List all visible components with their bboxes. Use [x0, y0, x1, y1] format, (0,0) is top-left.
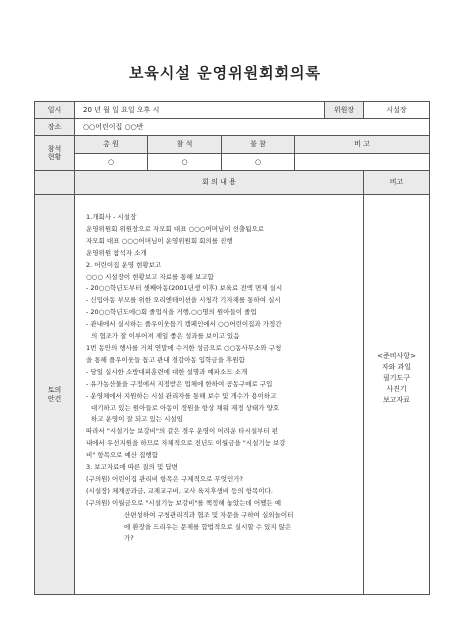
preparation-notes [364, 195, 430, 595]
content-line: 3. 보고자료에 따른 질의 및 답변 [86, 463, 178, 472]
date-value: 20 년 월 일 요일 오후 시 [75, 102, 325, 119]
note-line: 사진기 [386, 385, 407, 393]
content-line: 1번 동안의 행사를 거쳐 연말에 수거한 성금으로 ○○동사무소와 구청 [86, 343, 282, 352]
attendance-label-line1: 참석 [47, 144, 62, 153]
content-header: 회 의 내 용 [75, 171, 364, 195]
content-line: - 유가농산물을 구정에서 지정받은 업체에 한하여 공동구매로 구입 [86, 379, 273, 388]
content-line: - 20○○학년도에○회 졸업식을 거행,○○명의 원아들이 졸업 [86, 308, 257, 317]
content-line: ○○○ 시설장이 현황보고 자료를 통해 보고함 [86, 272, 214, 281]
absent-value: ○ [222, 154, 295, 171]
content-line: - 당일 실시한 소방대피훈련에 대한 설명과 예파소드 소개 [86, 367, 248, 376]
content-line: (시설장) 체계공과금, 교재교구비, 교사 육지후생비 등의 항목이다. [86, 486, 273, 495]
content-line: - 20○○학년도부터 셋째아동(2001년생 이후) 보육료 전액 면제 실시 [86, 284, 283, 293]
absent-header: 불 참 [222, 136, 295, 154]
note-line: <준비사항> [377, 352, 416, 360]
content-line: - 운영체에서 지원하는 시설 관리자를 통해 보수 및 개수가 용이하고 [86, 391, 277, 400]
date-label: 일시 [35, 102, 75, 119]
note-line: 필기도구 [383, 374, 411, 382]
total-value: ○ [75, 154, 148, 171]
note-line: 보고자료 [383, 396, 411, 404]
attendance-label-line2: 현황 [47, 153, 62, 161]
content-line: 자모회 대표 ○○○어머님이 운영위원회 회의를 진행 [86, 236, 233, 245]
content-line: 에 환장을 드리우는 문제를 합법적으로 실시할 수 있지 않은 [124, 522, 292, 531]
chair-label: 위원장 [325, 102, 364, 119]
document-title: 보육시설 운영위원회회의록 [128, 64, 322, 82]
remarks-value [295, 154, 430, 171]
present-value: ○ [148, 154, 222, 171]
content-line: 산편성하여 구청관리직과 협조 및 자문을 구하여 실외놀이터 [124, 510, 294, 519]
note-header: 비고 [364, 171, 430, 195]
content-line: 내에서 우선지원을 하므로 자체적으로 전년도 이월금을 "시설기능 보강 [86, 439, 286, 448]
content-line: - 신입아동 부모를 위한 오리엔테이션을 시청각 기자재를 통하여 실시 [86, 296, 281, 305]
note-line: 자와 과일 [381, 363, 412, 371]
agenda-label [35, 195, 75, 595]
present-header: 참 석 [148, 136, 222, 154]
content-line: 을 통해 플우이웃들 돕고 관내 경감아동 입학금을 후원함 [86, 355, 245, 364]
place-value: ○○어린이집 ○○반 [75, 119, 430, 136]
content-line: 의 협조가 잘 이루어져 제일 좋은 성과를 보이고 있음 [91, 332, 240, 341]
content-line: 운영위원 참석자 소개 [86, 248, 147, 257]
content-line: 1.개회사 - 시설장 [86, 213, 137, 221]
content-line: 대기하고 있는 원아들로 아동이 정원을 항상 채워 재정 상태가 양호 [91, 403, 280, 412]
total-header: 총 원 [75, 136, 148, 154]
content-line: (구의원) 어린이집 관리비 항목은 구체적으로 무엇인가? [86, 474, 243, 483]
content-line: 비" 항목으로 예산 집행함 [86, 451, 158, 460]
content-line: 운영위원회 위원장으로 자모회 대표 ○○○어머님이 선출됨으로 [86, 224, 265, 233]
attendance-label [35, 136, 75, 171]
chair-value: 시설장 [364, 102, 430, 119]
place-label: 장소 [35, 119, 75, 136]
agenda-label-line1: 토의 [47, 386, 62, 395]
content-line: 2. 어린이집 운영 현황보고 [86, 260, 162, 269]
remarks-header: 비 고 [295, 136, 430, 154]
agenda-label-line2: 안건 [47, 394, 62, 403]
content-line: 따라서 "시설기능 보강비"의 같은 경우 운영이 어려운 타시설부터 펀 [86, 427, 279, 436]
content-line: (구의원) 이월금으로 "시설기능 보강비"를 책정해 놓았는데 어쨌든 예 [86, 498, 282, 507]
content-line: 하고 운영이 잘 되고 있는 시설임 [91, 415, 183, 424]
content-header-blank [35, 171, 75, 195]
content-line: 가? [124, 534, 134, 543]
minutes-table [34, 101, 430, 595]
meeting-content [75, 195, 364, 595]
content-line: - 관내에서 실시하는 플우이웃돕기 캠페인에서 ○○어린이집과 가정간 [86, 320, 282, 329]
